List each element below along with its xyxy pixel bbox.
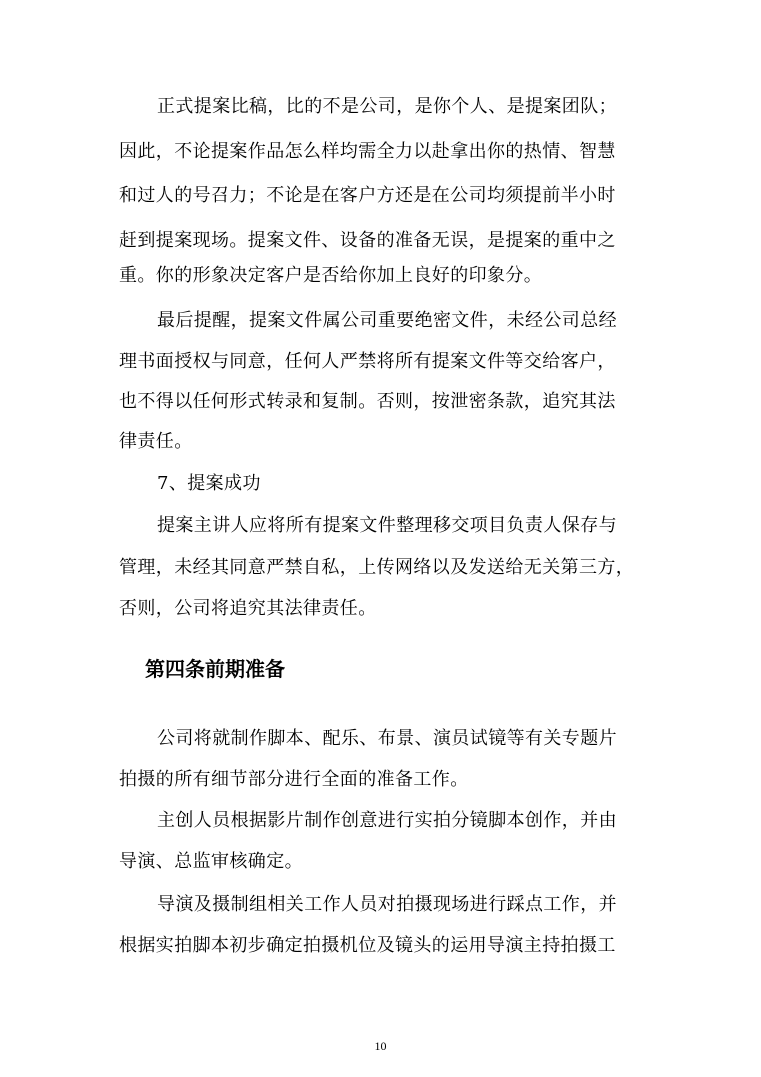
paragraph-line: 赶到提案现场。提案文件、设备的准备无误，是提案的重中之 bbox=[119, 230, 616, 251]
paragraph-line: 理书面授权与同意，任何人严禁将所有提案文件等交给客户， bbox=[119, 351, 616, 372]
paragraph-line: 最后提醒，提案文件属公司重要绝密文件，未经公司总经 bbox=[157, 310, 617, 331]
paragraph-line: 导演及摄制组相关工作人员对拍摄现场进行踩点工作，并 bbox=[157, 894, 617, 915]
page-number: 10 bbox=[374, 1039, 387, 1053]
subsection-title: 7、提案成功 bbox=[157, 473, 261, 494]
paragraph-line: 正式提案比稿，比的不是公司，是你个人、是提案团队； bbox=[157, 96, 617, 117]
paragraph-line: 管理，未经其同意严禁自私，上传网络以及发送给无关第三方， bbox=[119, 557, 635, 578]
paragraph-line: 拍摄的所有细节部分进行全面的准备工作。 bbox=[119, 769, 469, 790]
paragraph-line: 公司将就制作脚本、配乐、布景、演员试镜等有关专题片 bbox=[157, 728, 617, 749]
paragraph-line: 也不得以任何形式转录和复制。否则，按泄密条款，追究其法 bbox=[119, 391, 616, 412]
paragraph-line: 和过人的号召力；不论是在客户方还是在公司均须提前半小时 bbox=[119, 185, 616, 206]
paragraph-line: 提案主讲人应将所有提案文件整理移交项目负责人保存与 bbox=[157, 515, 617, 536]
paragraph-line: 因此，不论提案作品怎么样均需全力以赴拿出你的热情、智慧 bbox=[119, 141, 616, 162]
paragraph-line: 根据实拍脚本初步确定拍摄机位及镜头的运用导演主持拍摄工 bbox=[119, 935, 616, 956]
paragraph-line: 否则，公司将追究其法律责任。 bbox=[119, 598, 377, 619]
paragraph-line: 律责任。 bbox=[119, 431, 193, 452]
section-heading: 第四条前期准备 bbox=[145, 657, 285, 681]
paragraph-line: 导演、总监审核确定。 bbox=[119, 851, 303, 872]
paragraph-line: 重。你的形象决定客户是否给你加上良好的印象分。 bbox=[119, 265, 543, 286]
paragraph-line: 主创人员根据影片制作创意进行实拍分镜脚本创作，并由 bbox=[157, 810, 617, 831]
